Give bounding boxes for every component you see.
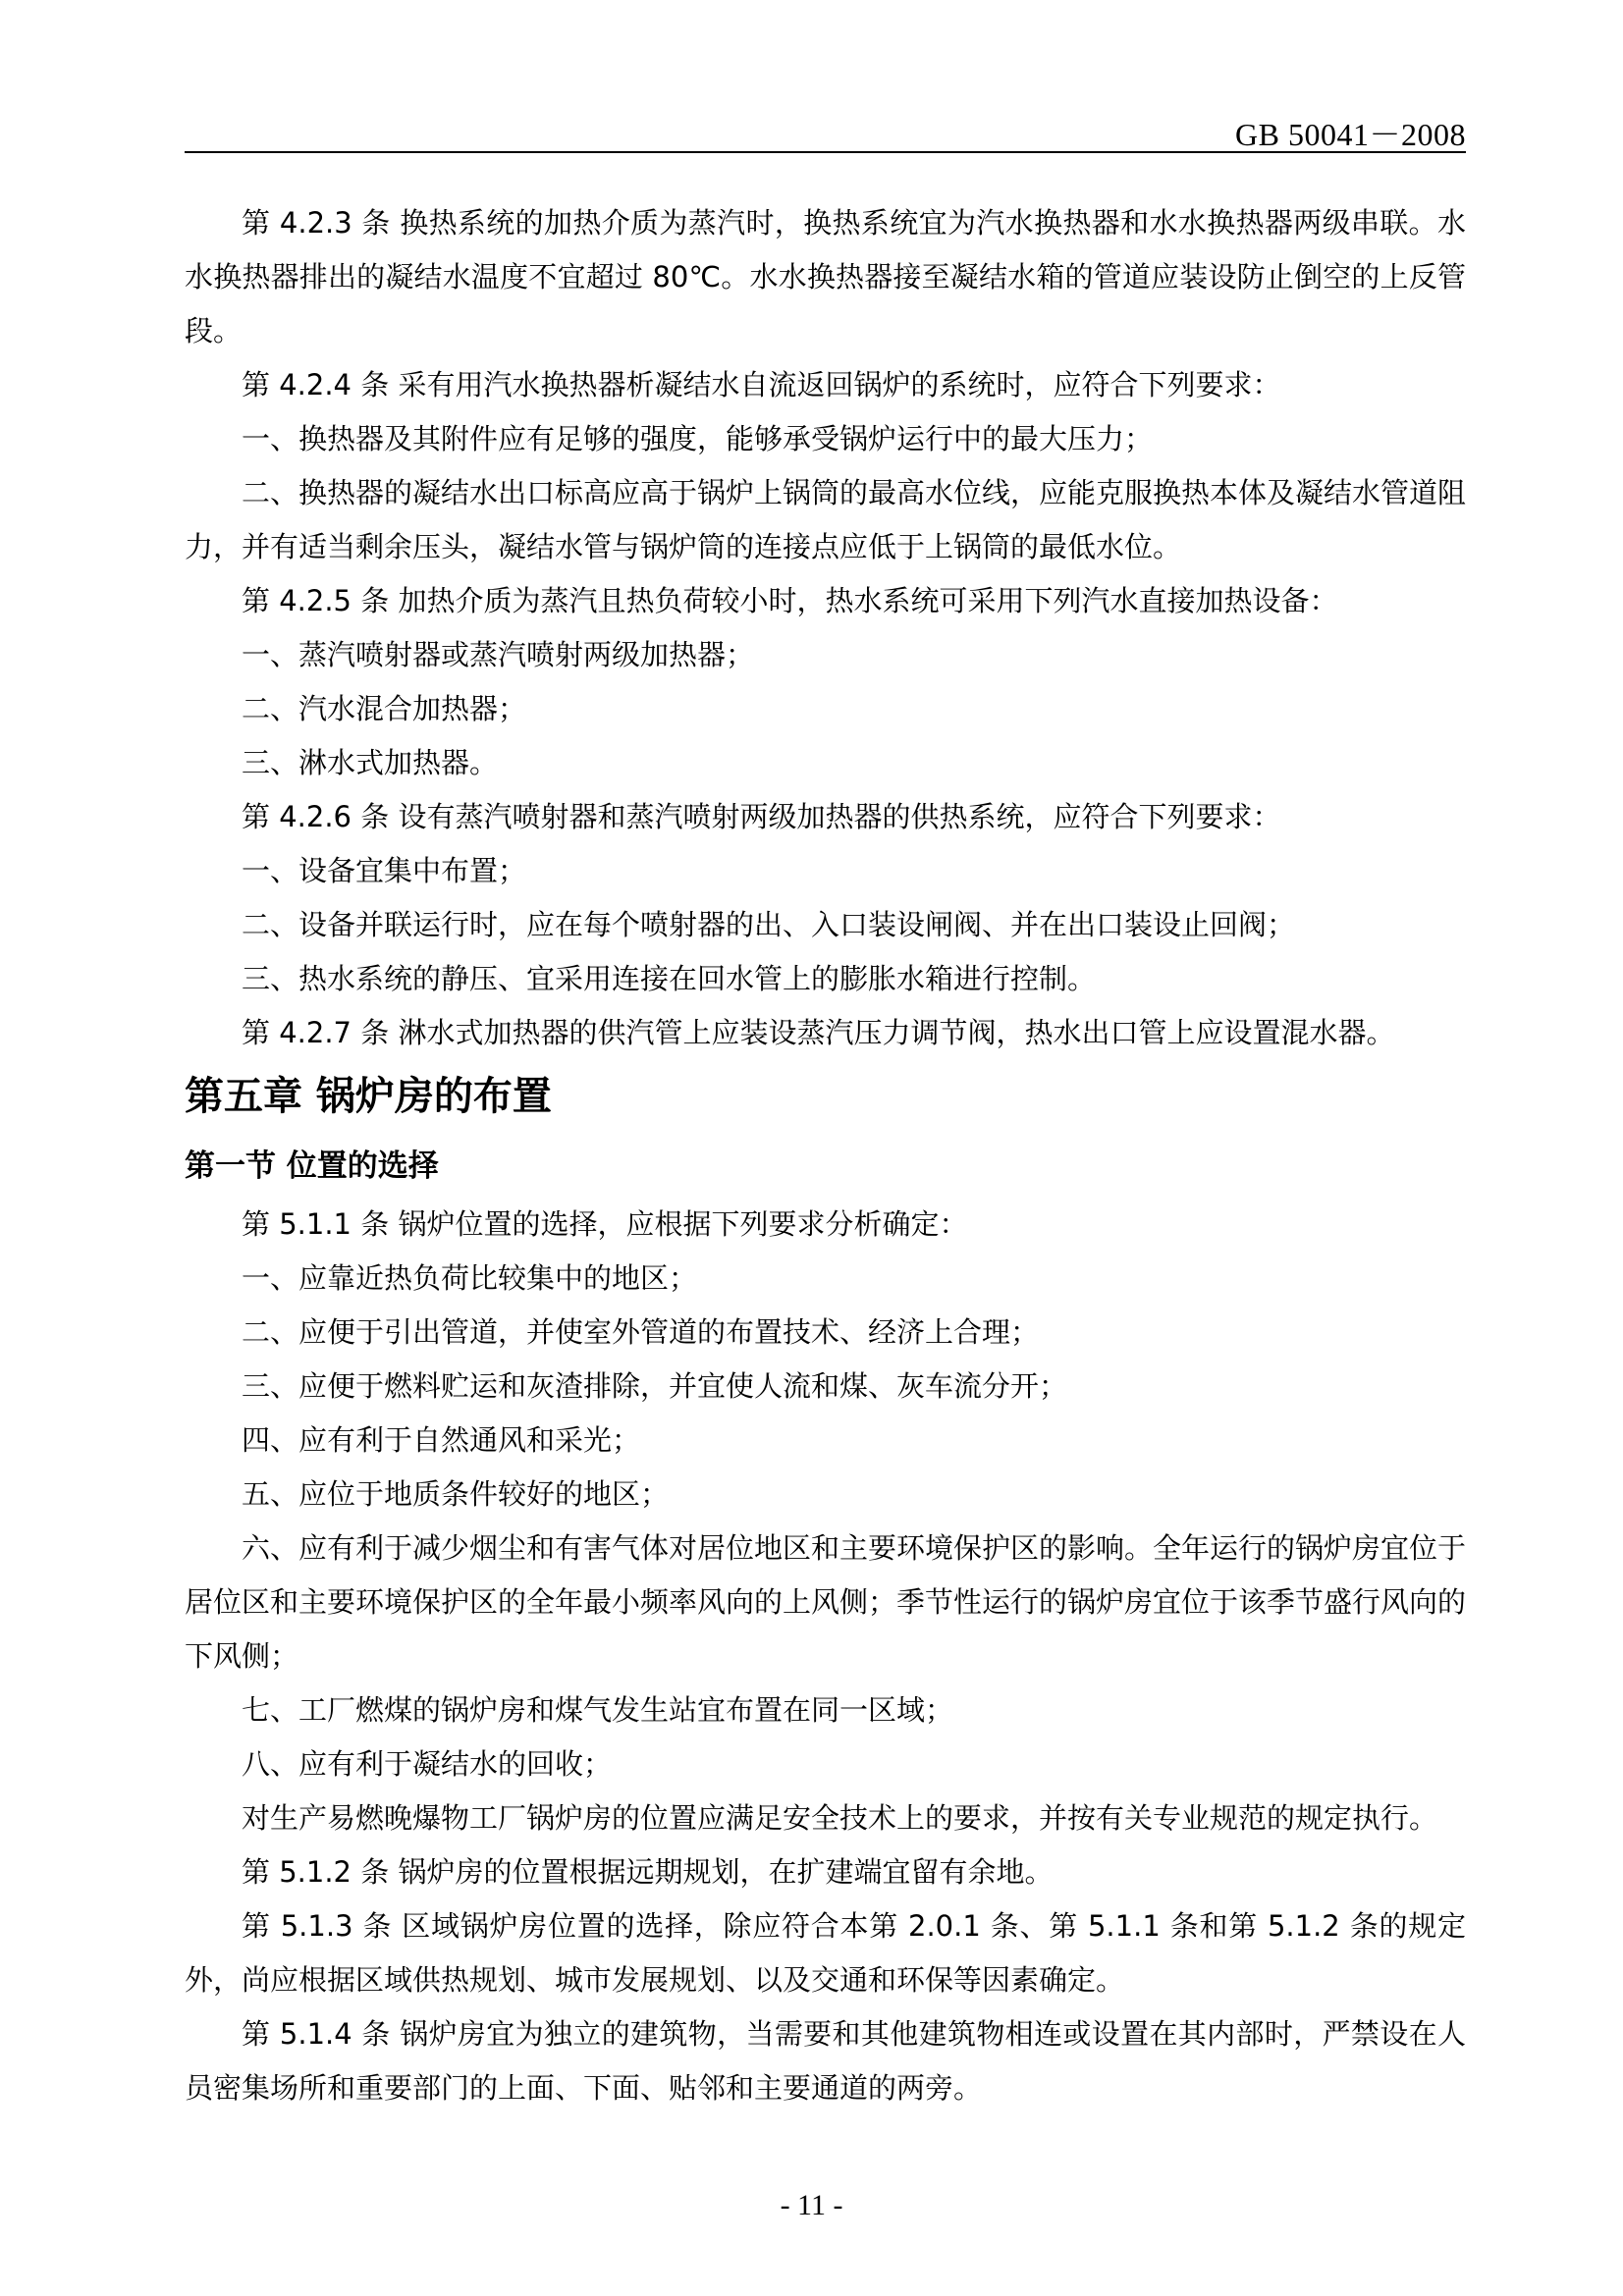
chapter-heading: 第五章 锅炉房的布置 [185,1074,552,1119]
clause-5-1-3: 第 5.1.3 条 区域锅炉房位置的选择，除应符合本第 2.0.1 条、第 5.1.1 条和第 5.1.2 条的规定外，尚应根据区域供热规划、城市发展规划、以及交通和环保等因素确定。 [185,1909,1466,1997]
clause-5-1-4: 第 5.1.4 条 锅炉房宜为独立的建筑物，当需要和其他建筑物相连或设置在其内部时，严禁设在人员密集场所和重要部门的上面、下面、贴邻和主要通道的两旁。 [185,2017,1466,2105]
page-number: - 11 - [780,2189,843,2221]
clause-4-2-4: 第 4.2.4 条 采有用汽水换热器析凝结水自流返回锅炉的系统时，应符合下列要求： [242,368,1281,401]
clause-5-1-1: 第 5.1.1 条 锅炉位置的选择，应根据下列要求分析确定： [242,1207,968,1241]
list-item: 五、应位于地质条件较好的地区； [242,1477,670,1511]
clause-4-2-6: 第 4.2.6 条 设有蒸汽喷射器和蒸汽喷射两级加热器的供热系统，应符合下列要求： [242,800,1281,833]
standard-code: GB 50041－2008 [1235,117,1466,152]
list-item: 七、工厂燃煤的锅炉房和煤气发生站宜布置在同一区域； [242,1693,954,1727]
list-item: 二、应便于引出管道，并使室外管道的布置技术、经济上合理； [242,1315,1040,1349]
list-item: 八、应有利于凝结水的回收； [242,1747,613,1781]
clause-4-2-5: 第 4.2.5 条 加热介质为蒸汽且热负荷较小时，热水系统可采用下列汽水直接加热设备： [242,584,1338,617]
clause-5-1-2: 第 5.1.2 条 锅炉房的位置根据远期规划，在扩建端宜留有余地。 [242,1855,1054,1889]
list-item: 一、设备宜集中布置； [242,854,527,887]
clause-4-2-7: 第 4.2.7 条 淋水式加热器的供汽管上应装设蒸汽压力调节阀，热水出口管上应设置混水器。 [242,1016,1395,1049]
note-paragraph: 对生产易燃晚爆物工厂锅炉房的位置应满足安全技术上的要求，并按有关专业规范的规定执行。 [242,1801,1438,1835]
clause-4-2-3: 第 4.2.3 条 换热系统的加热介质为蒸汽时，换热系统宜为汽水换热器和水水换热器两级串联。水水换热器排出的凝结水温度不宜超过 80℃。水水换热器接至凝结水箱的管道应装设防止倒空的上反管段。 [185,206,1466,347]
list-item: 二、汽水混合加热器； [242,692,527,725]
list-item: 一、换热器及其附件应有足够的强度，能够承受锅炉运行中的最大压力； [242,422,1154,455]
list-item: 三、淋水式加热器。 [242,746,499,779]
list-item: 一、应靠近热负荷比较集中的地区； [242,1261,698,1295]
list-item: 六、应有利于减少烟尘和有害气体对居位地区和主要环境保护区的影响。全年运行的锅炉房宜位于居位区和主要环境保护区的全年最小频率风向的上风侧；季节性运行的锅炉房宜位于该季节盛行风向的下风侧； [185,1531,1467,1673]
list-item: 二、设备并联运行时，应在每个喷射器的出、入口装设闸阀、并在出口装设止回阀； [242,908,1296,941]
main-content [185,196,1466,2115]
list-item: 二、换热器的凝结水出口标高应高于锅炉上锅筒的最高水位线，应能克服换热本体及凝结水管道阻力，并有适当剩余压头，凝结水管与锅炉筒的连接点应低于上锅筒的最低水位。 [185,476,1467,563]
list-item: 一、蒸汽喷射器或蒸汽喷射两级加热器； [242,638,755,671]
header-rule [185,151,1466,153]
list-item: 四、应有利于自然通风和采光； [242,1423,641,1457]
list-item: 三、应便于燃料贮运和灰渣排除，并宜使人流和煤、灰车流分开； [242,1369,1068,1403]
list-item: 三、热水系统的静压、宜采用连接在回水管上的膨胀水箱进行控制。 [242,962,1097,995]
section-heading: 第一节 位置的选择 [185,1148,439,1184]
